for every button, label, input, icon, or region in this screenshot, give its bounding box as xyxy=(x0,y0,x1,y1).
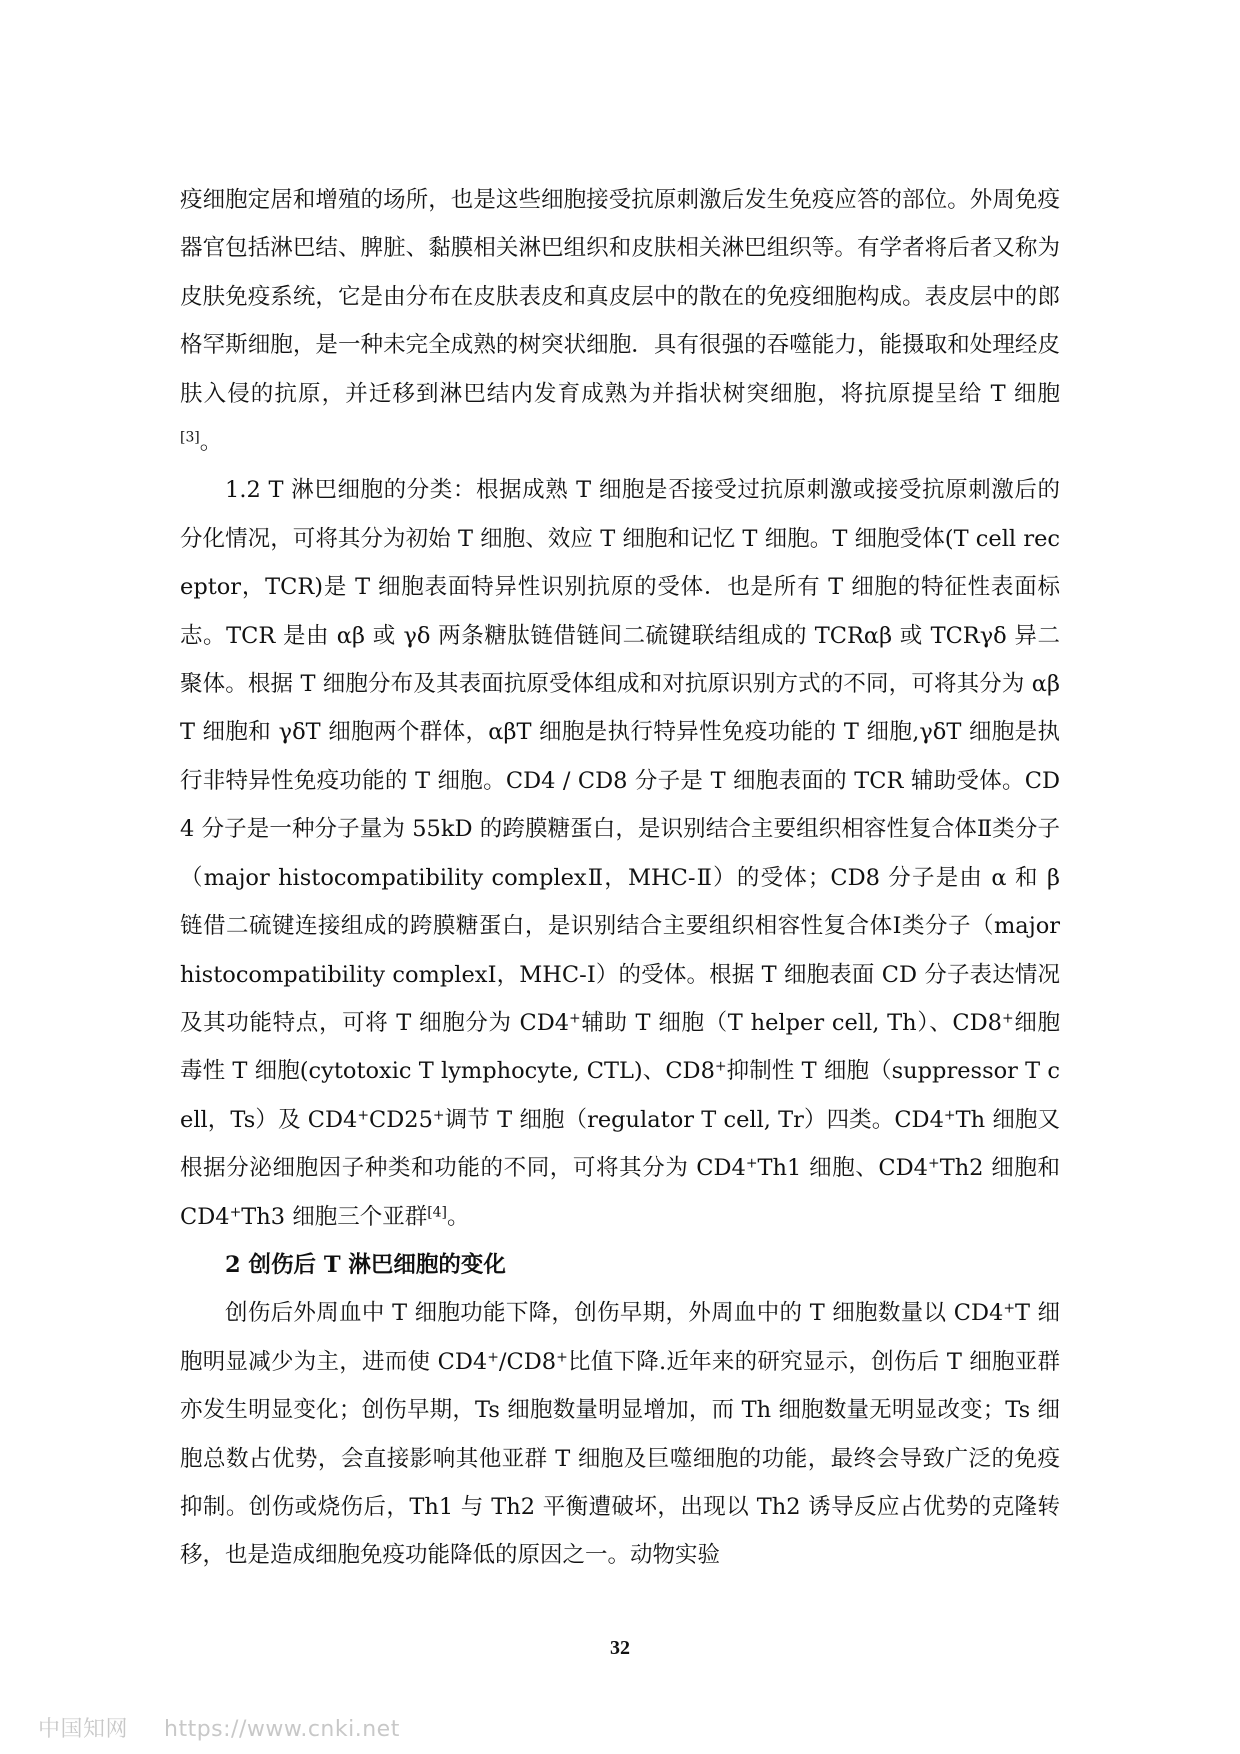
page-number: 32 xyxy=(610,1637,630,1659)
cnki-watermark xyxy=(38,1712,436,1743)
paragraph-1: 疫细胞定居和增殖的场所，也是这些细胞接受抗原刺激后发生免疫应答的部位。外周免疫器官包括淋巴结、脾脏、黏膜相关淋巴组织和皮肤相关淋巴组织等。有学者将后者又称为皮肤免疫系统，它是由分布在皮肤表皮和真皮层中的散在的免疫细胞构成。表皮层中的郎格罕斯细胞，是一种未完全成熟的树突状细胞．具有很强的吞噬能力，能摄取和处理经皮肤入侵的抗原，并迁移到淋巴结内发育成熟为并指状树突细胞，将抗原提呈给 T 细胞[3]。 xyxy=(180,187,1060,456)
citation-4: [4] xyxy=(427,1203,447,1220)
paragraph-2: 1.2 T 淋巴细胞的分类：根据成熟 T 细胞是否接受过抗原刺激或接受抗原刺激后的分化情况，可将其分为初始 T 细胞、效应 T 细胞和记忆 T 细胞。T 细胞受体(T cell receptor，TCR)是 T 细胞表面特异性识别抗原的受体．也是所有 T 细胞的特征性表面标志。TCR 是由 αβ 或 γδ 两条糖肽链借链间二硫键联结组成的 TCRαβ 或 TCRγδ 异二聚体。根据 T 细胞分布及其表面抗原受体组成和对抗原识别方式的不同，可将其分为 αβT 细胞和 γδT 细胞两个群体，αβT 细胞是执行特异性免疫功能的 T 细胞,γδT 细胞是执行非特异性免疫功能的 T 细胞。CD4 / CD8 分子是 T 细胞表面的 TCR 辅助受体。CD4 分子是一种分子量为 55kD 的跨膜糖蛋白，是识别结合主要组织相容性复合体Ⅱ类分子（major histocompatibility complexⅡ，MHC-Ⅱ）的受体；CD8 分子是由 α 和 β 链借二硫键连接组成的跨膜糖蛋白，是识别结合主要组织相容性复合体Ⅰ类分子（major histocompatibility complexⅠ，MHC-Ⅰ）的受体。根据 T 细胞表面 CD 分子表达情况及其功能特点，可将 T 细胞分为 CD4+辅助 T 细胞（T helper cell, Th）、CD8+细胞毒性 T 细胞(cytotoxic T lymphocyte, CTL)、CD8+抑制性 T 细胞（suppressor T cell，Ts）及 CD4+CD25+调节 T 细胞（regulator T cell, Tr）四类。CD4+Th 细胞又根据分泌细胞因子种类和功能的不同，可将其分为 CD4+Th1 细胞、CD4+Th2 细胞和 CD4+Th3 细胞三个亚群[4]。 xyxy=(180,477,1060,1230)
body-text xyxy=(180,176,1060,1580)
paragraph-3: 创伤后外周血中 T 细胞功能下降，创伤早期，外周血中的 T 细胞数量以 CD4+T 细胞明显减少为主，进而使 CD4+/CD8+比值下降.近年来的研究显示，创伤后 T 细胞亚群亦发生明显变化；创伤早期，Ts 细胞数量明显增加，而 Th 细胞数量无明显改变；Ts 细胞总数占优势，会直接影响其他亚群 T 细胞及巨噬细胞的功能，最终会导致广泛的免疫抑制。创伤或烧伤后，Th1 与 Th2 平衡遭破坏，出现以 Th2 诱导反应占优势的克隆转移，也是造成细胞免疫功能降低的原因之一。动物实验 xyxy=(180,1300,1060,1569)
watermark-brand: 中国知网 xyxy=(38,1717,129,1742)
watermark-url: https://www.cnki.net xyxy=(164,1717,400,1742)
section-heading: 2 创伤后 T 淋巴细胞的变化 xyxy=(225,1251,506,1278)
citation-3: [3] xyxy=(180,429,200,446)
